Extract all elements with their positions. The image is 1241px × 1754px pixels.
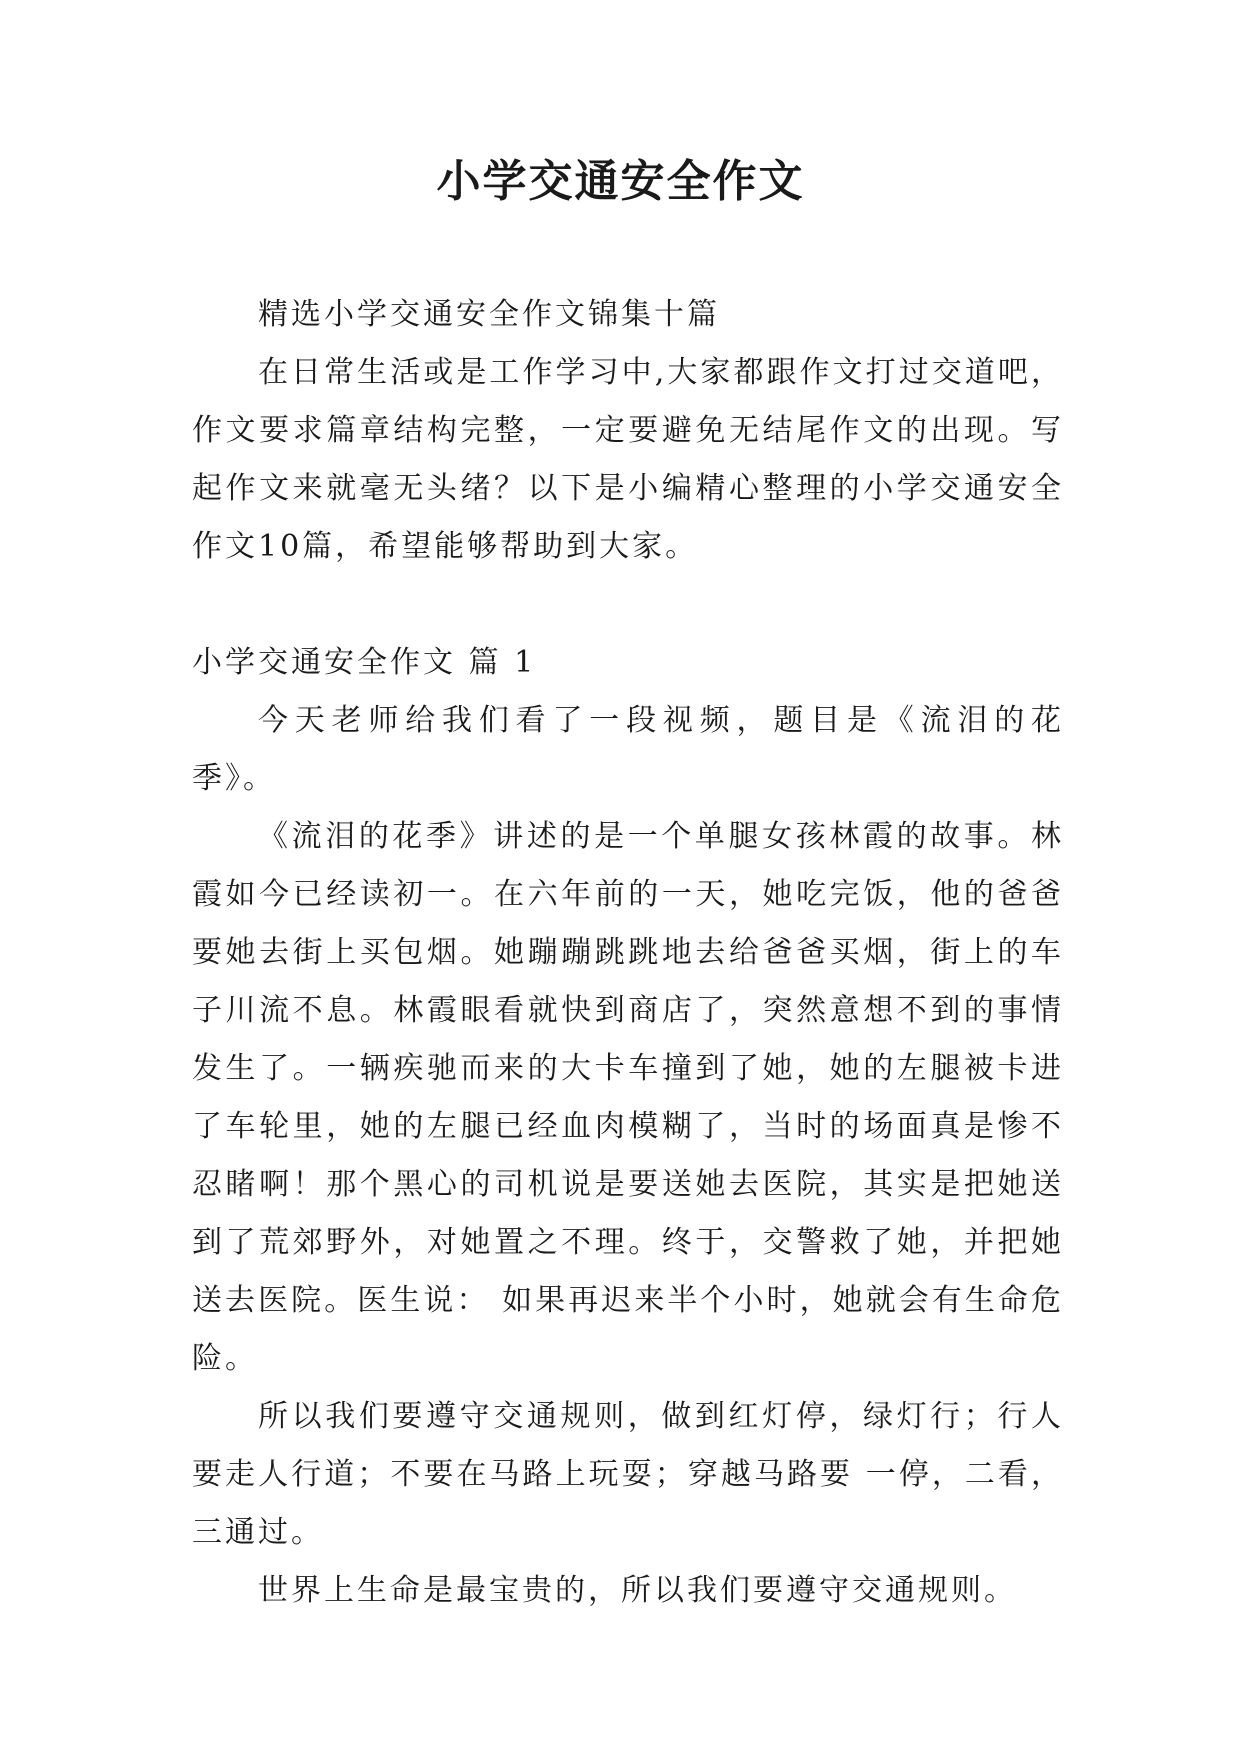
- intro-paragraph: 在日常生活或是工作学习中,大家都跟作文打过交道吧，作文要求篇章结构完整，一定要避免无结尾作文的出现。写起作文来就毫无头绪？以下是小编精心整理的小学交通安全作文10篇，希望能够帮助到大家。: [192, 355, 1064, 564]
- section-heading: 小学交通安全作文 篇 1: [192, 645, 537, 680]
- paragraph: 所以我们要遵守交通规则，做到红灯停，绿灯行；行人要走人行道；不要在马路上玩耍；穿越马路要 一停，二看，三通过。: [192, 1399, 1064, 1550]
- subtitle: 精选小学交通安全作文锦集十篇: [258, 297, 720, 332]
- paragraph: 世界上生命是最宝贵的，所以我们要遵守交通规则。: [258, 1573, 1017, 1608]
- document-body: [192, 286, 1064, 1620]
- paragraph: 《流泪的花季》讲述的是一个单腿女孩林霞的故事。林霞如今已经读初一。在六年前的一天，她吃完饭，他的爸爸要她去街上买包烟。她蹦蹦跳跳地去给爸爸买烟，街上的车子川流不息。林霞眼看就快到商店了，突然意想不到的事情发生了。一辆疾驰而来的大卡车撞到了她，她的左腿被卡进了车轮里，她的左腿已经血肉模糊了，当时的场面真是惨不忍睹啊！那个黑心的司机说是要送她去医院，其实是把她送到了荒郊野外，对她置之不理。终于，交警救了她，并把她送去医院。医生说： 如果再迟来半个小时，她就会有生命危险。: [192, 819, 1064, 1376]
- paragraph: 今天老师给我们看了一段视频，题目是《流泪的花季》。: [192, 703, 1064, 796]
- document-title: 小学交通安全作文: [436, 156, 805, 207]
